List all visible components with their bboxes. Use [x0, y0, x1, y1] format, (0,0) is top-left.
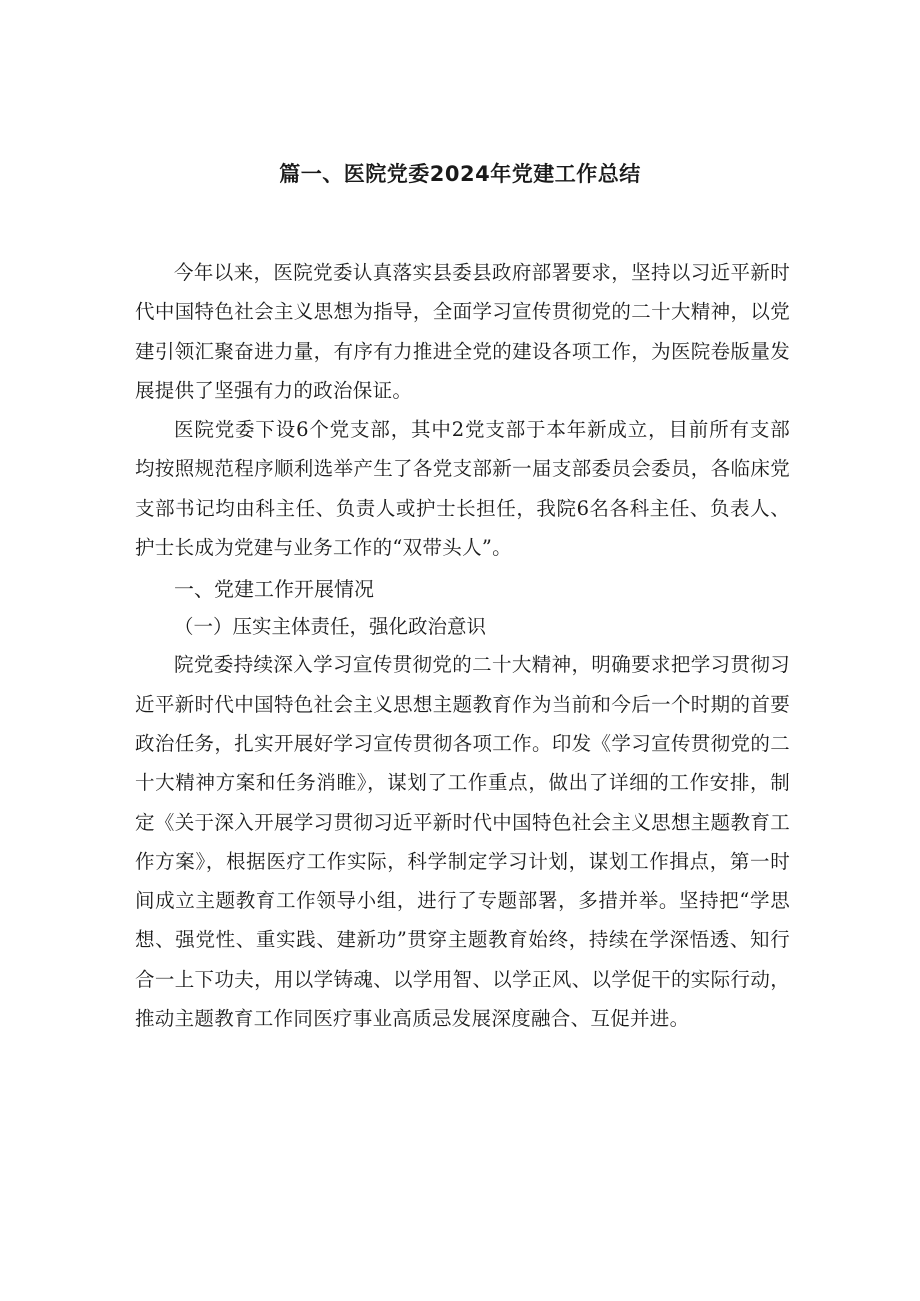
paragraph-responsibility: 院党委持续深入学习宣传贯彻党的二十大精神，明确要求把学习贯彻习近平新时代中国特色社会主义思想主题教育作为当前和今后一个时期的首要政治任务，扎实开展好学习宣传贯彻各项工作。印发《学习宣传贯彻党的二十大精神方案和任务消睢》，谋划了工作重点，做出了详细的工作安排，制定《关于深入开展学习贯彻习近平新时代中国特色社会主义思想主题教育工作方案》，根据医疗工作实际，科学制定学习计划，谋划工作揖点，第一时间成立主题教育工作领导小组，进行了专题部署，多措并举。坚持把“学思想、强党性、重实践、建新功”贯穿主题教育始终，持续在学深悟透、知行合一上下功夫，用以学铸魂、以学用智、以学正风、以学促干的实际行动，推动主题教育工作同医疗事业高质忌发展深度融合、互促并进。: [135, 653, 790, 1031]
section-heading: 一、党建工作开展情况: [174, 577, 374, 602]
document-body: [135, 253, 790, 1038]
paragraph-branches: 医院党委下设6个党支部，其中2党支部于本年新成立，目前所有支部均按照规范程序顺利选举产生了各党支部新一届支部委员会委员，各临床党支部书记均由科主任、负责人或护士长担任，我院6名各科主任、负表人、护士长成为党建与业务工作的“双带头人”。: [135, 418, 790, 560]
document-title: 篇一、医院党委2024年党建工作总结: [279, 162, 641, 186]
paragraph-intro: 今年以来，医院党委认真落实县委县政府部署要求，坚持以习近平新时代中国特色社会主义思想为指导，全面学习宣传贯彻党的二十大精神，以党建引领汇聚奋进力量，有序有力推进全党的建设各项工作，为医院卷版量发展提供了坚强有力的政治保证。: [135, 261, 790, 402]
subsection-heading: （一）压实主体责任，强化政治意识: [174, 615, 487, 639]
